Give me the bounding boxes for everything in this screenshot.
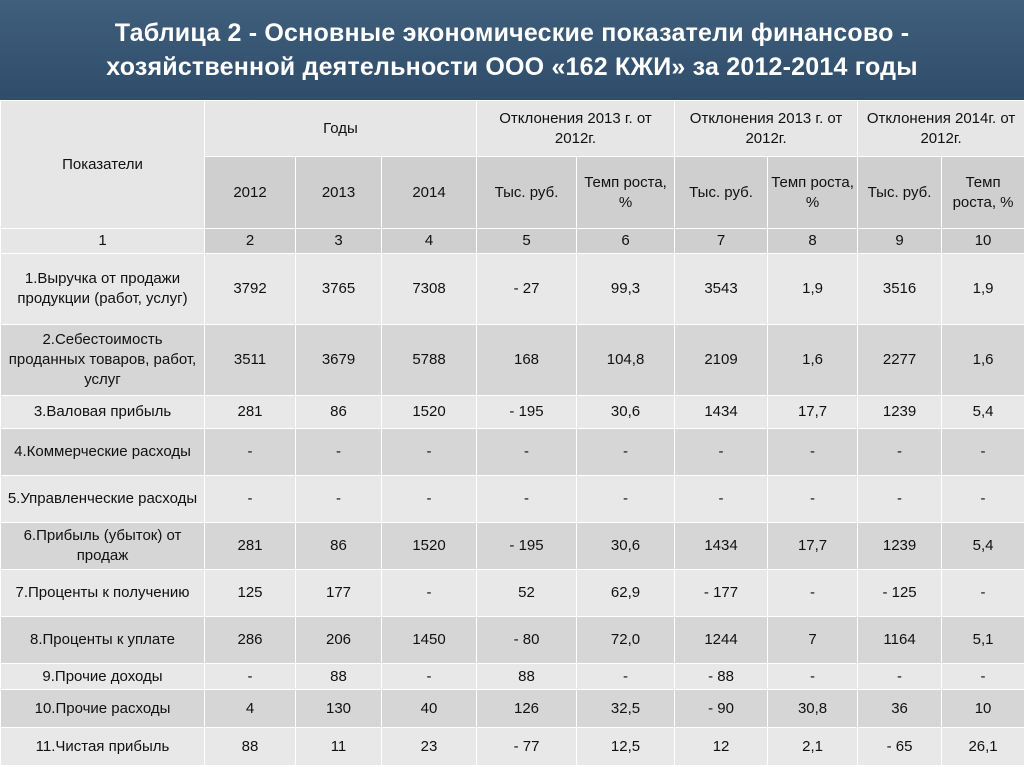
table-row [1, 523, 1024, 570]
table-cell: 88 [477, 664, 577, 690]
table-cell: - [768, 664, 858, 690]
table-cell: 1450 [382, 617, 477, 664]
group-header: Отклонения 2014г. от 2012г. [858, 101, 1024, 157]
column-number: 7 [675, 229, 768, 254]
table-cell: 130 [296, 690, 382, 728]
table-cell: 1164 [858, 617, 942, 664]
table-cell: - [942, 429, 1024, 476]
table-cell: 281 [205, 523, 296, 570]
table-cell: - [205, 476, 296, 523]
table-cell: - [296, 429, 382, 476]
row-label: 4.Коммерческие расходы [1, 429, 205, 476]
table-cell: 3792 [205, 254, 296, 325]
column-number: 5 [477, 229, 577, 254]
table-cell: - 195 [477, 523, 577, 570]
table-cell: - [205, 429, 296, 476]
sub-header: 2014 [382, 157, 477, 229]
table-cell: - 77 [477, 728, 577, 766]
table-cell: 17,7 [768, 523, 858, 570]
table-cell: 3543 [675, 254, 768, 325]
row-label: 5.Управленческие расходы [1, 476, 205, 523]
table-cell: - 80 [477, 617, 577, 664]
table-cell: 1,6 [942, 325, 1024, 396]
table-cell: - [296, 476, 382, 523]
sub-header: Темп роста, % [768, 157, 858, 229]
table-cell: - [477, 429, 577, 476]
table-cell: 2,1 [768, 728, 858, 766]
table-cell: 281 [205, 396, 296, 429]
table-cell: 5788 [382, 325, 477, 396]
table-cell: 23 [382, 728, 477, 766]
table-cell: 52 [477, 570, 577, 617]
table-row [1, 570, 1024, 617]
row-label: 7.Проценты к получению [1, 570, 205, 617]
sub-header: Тыс. руб. [477, 157, 577, 229]
table-cell: 7 [768, 617, 858, 664]
table-cell: - [382, 664, 477, 690]
table-cell: - [942, 664, 1024, 690]
table-cell: 125 [205, 570, 296, 617]
table-cell: 5,1 [942, 617, 1024, 664]
table-cell: 1,9 [942, 254, 1024, 325]
table-cell: - 177 [675, 570, 768, 617]
title-line-2: хозяйственной деятельности ООО «162 КЖИ» за 2012-2014 годы [106, 53, 918, 81]
table-cell: 1434 [675, 523, 768, 570]
table-cell: - 90 [675, 690, 768, 728]
table-cell: - [382, 476, 477, 523]
table-row [1, 325, 1024, 396]
table-cell: 286 [205, 617, 296, 664]
table-cell: 104,8 [577, 325, 675, 396]
table-cell: - 195 [477, 396, 577, 429]
table-cell: - [675, 476, 768, 523]
table-cell: - [768, 429, 858, 476]
table-cell: - [205, 664, 296, 690]
table-row [1, 617, 1024, 664]
row-label: 1.Выручка от продажи продукции (работ, услуг) [1, 254, 205, 325]
column-number: 8 [768, 229, 858, 254]
sub-header: 2012 [205, 157, 296, 229]
table-cell: 12,5 [577, 728, 675, 766]
row-label: 6.Прибыль (убыток) от продаж [1, 523, 205, 570]
table-cell: 26,1 [942, 728, 1024, 766]
row-label: 3.Валовая прибыль [1, 396, 205, 429]
table-cell: 168 [477, 325, 577, 396]
table-cell: 126 [477, 690, 577, 728]
table-cell: 1520 [382, 396, 477, 429]
table-cell: 3765 [296, 254, 382, 325]
table-cell: - [858, 476, 942, 523]
table-cell: - [577, 476, 675, 523]
years-header: Годы [205, 101, 477, 157]
title-banner [0, 0, 1024, 100]
table-cell: 5,4 [942, 396, 1024, 429]
table-row [1, 690, 1024, 728]
table-cell: - 65 [858, 728, 942, 766]
table-cell: 1434 [675, 396, 768, 429]
table-cell: - [477, 476, 577, 523]
group-header: Отклонения 2013 г. от 2012г. [675, 101, 858, 157]
table-cell: 206 [296, 617, 382, 664]
table-cell: 2277 [858, 325, 942, 396]
indicators-table [0, 100, 1024, 766]
table-cell: 30,6 [577, 396, 675, 429]
table-cell: 3511 [205, 325, 296, 396]
table-cell: 11 [296, 728, 382, 766]
column-number: 2 [205, 229, 296, 254]
table-cell: - [942, 570, 1024, 617]
row-label: 8.Проценты к уплате [1, 617, 205, 664]
table-cell: - 88 [675, 664, 768, 690]
table-cell: - [858, 664, 942, 690]
table-cell: 177 [296, 570, 382, 617]
row-label: 9.Прочие доходы [1, 664, 205, 690]
table-cell: - [382, 570, 477, 617]
column-number: 4 [382, 229, 477, 254]
table-cell: 1244 [675, 617, 768, 664]
column-number: 3 [296, 229, 382, 254]
table-cell: 4 [205, 690, 296, 728]
table-cell: 1,6 [768, 325, 858, 396]
table-cell: 12 [675, 728, 768, 766]
table-cell: 32,5 [577, 690, 675, 728]
table-cell: 2109 [675, 325, 768, 396]
table-cell: - [942, 476, 1024, 523]
group-header: Отклонения 2013 г. от 2012г. [477, 101, 675, 157]
column-number: 10 [942, 229, 1024, 254]
sub-header: Тыс. руб. [675, 157, 768, 229]
table-cell: - [382, 429, 477, 476]
table-cell: 62,9 [577, 570, 675, 617]
column-number: 1 [1, 229, 205, 254]
table-row [1, 254, 1024, 325]
table-row [1, 728, 1024, 766]
table-row [1, 396, 1024, 429]
table-cell: 10 [942, 690, 1024, 728]
table-cell: 88 [205, 728, 296, 766]
row-label: 10.Прочие расходы [1, 690, 205, 728]
sub-header: Темп роста, % [577, 157, 675, 229]
table-cell: 3679 [296, 325, 382, 396]
table-cell: 5,4 [942, 523, 1024, 570]
table-cell: 86 [296, 523, 382, 570]
sub-header: Темп роста, % [942, 157, 1024, 229]
table-cell: 7308 [382, 254, 477, 325]
table-cell: 72,0 [577, 617, 675, 664]
table-cell: - [768, 570, 858, 617]
table-cell: 86 [296, 396, 382, 429]
table-cell: - [577, 664, 675, 690]
table-cell: 40 [382, 690, 477, 728]
table-cell: 36 [858, 690, 942, 728]
table-cell: 88 [296, 664, 382, 690]
table-cell: - 125 [858, 570, 942, 617]
table-row [1, 664, 1024, 690]
table-cell: 1239 [858, 523, 942, 570]
table-cell: - [768, 476, 858, 523]
row-label: 11.Чистая прибыль [1, 728, 205, 766]
table-cell: 1,9 [768, 254, 858, 325]
indicators-header: Показатели [1, 101, 205, 229]
row-label: 2.Себестоимость проданных товаров, работ, услуг [1, 325, 205, 396]
column-number: 9 [858, 229, 942, 254]
table-cell: 3516 [858, 254, 942, 325]
table-cell: - [577, 429, 675, 476]
table-cell: 30,6 [577, 523, 675, 570]
table-cell: 99,3 [577, 254, 675, 325]
table-cell: 17,7 [768, 396, 858, 429]
table-cell: 1239 [858, 396, 942, 429]
column-number: 6 [577, 229, 675, 254]
table-row [1, 476, 1024, 523]
page-title [106, 16, 918, 84]
table-row [1, 429, 1024, 476]
sub-header: 2013 [296, 157, 382, 229]
sub-header: Тыс. руб. [858, 157, 942, 229]
table-cell: - [675, 429, 768, 476]
title-line-1: Таблица 2 - Основные экономические показатели финансово - [114, 19, 910, 47]
table-cell: - [858, 429, 942, 476]
table-cell: 1520 [382, 523, 477, 570]
table-cell: - 27 [477, 254, 577, 325]
table-cell: 30,8 [768, 690, 858, 728]
